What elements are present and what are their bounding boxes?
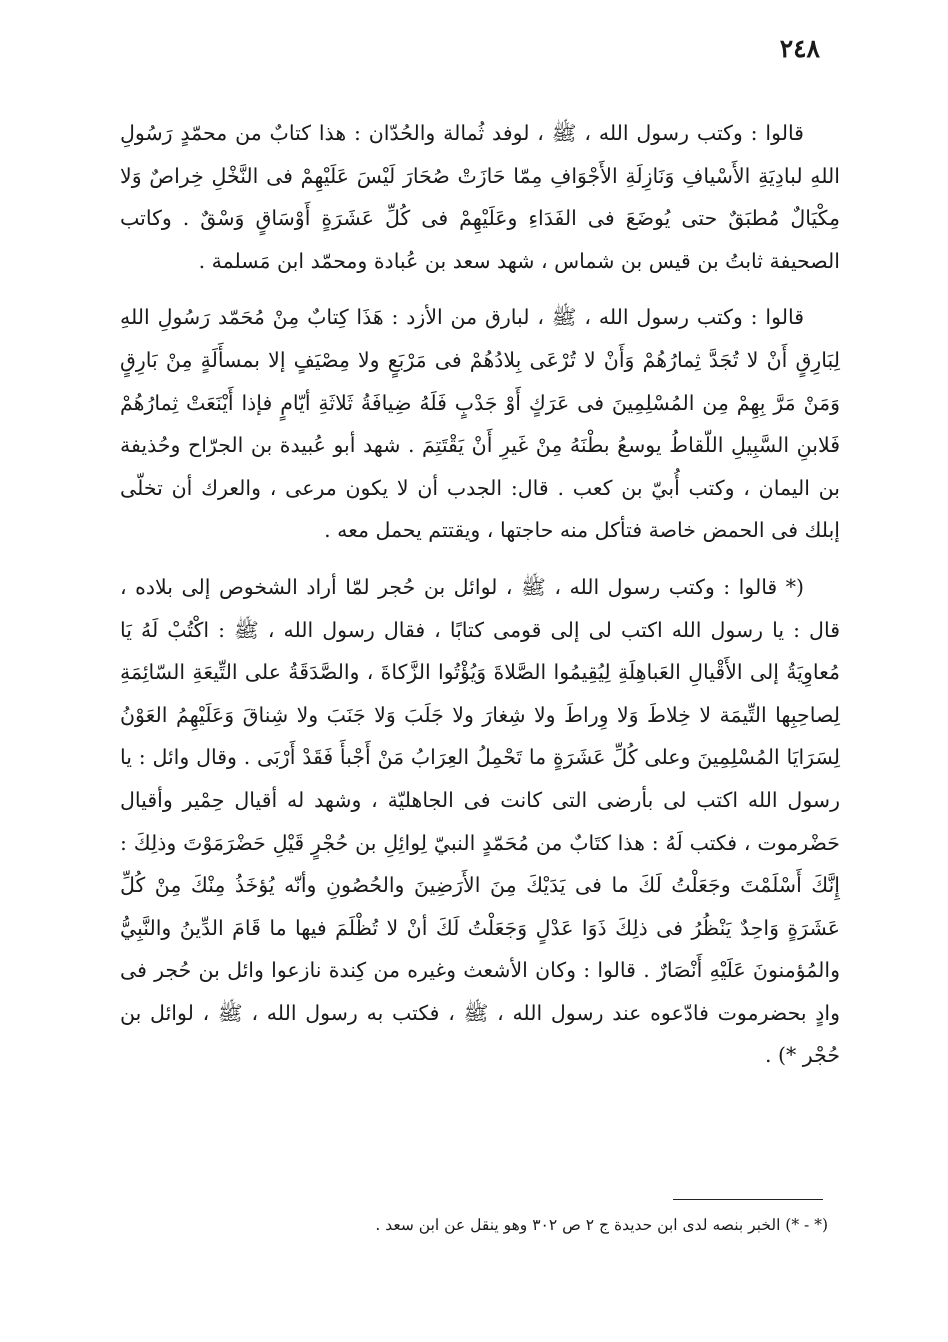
footnote-divider bbox=[673, 1199, 823, 1200]
page-number: ٢٤٨ bbox=[779, 34, 820, 63]
main-text bbox=[120, 112, 840, 1077]
paragraph-1: قالوا : وكتب رسول الله ، ﷺ ، لوفد ثُمالة والحُدّان : هذا كتابٌ من محمّدٍ رَسُولِ اللهِ لبادِيَةِ الأَسْيافِ وَنَازِلَةِ الأَجْوَافِ مِمّا حَازَتْ صُحَارَ لَيْسَ عَلَيْهِمْ فى النَّخْلِ خِراصٌ وَلا مِكْيَالٌ مُطبَقٌ حتى يُوضَعَ فى الفَدَاءِ وعَلَيْهِمْ فى كُلِّ عَشَرَةٍ أَوْسَاقٍ وَسْقٌ . وكاتب الصحيفة ثابتُ بن قيس بن شماس ، شهد سعد بن عُبادة ومحمّد ابن مَسلمة . bbox=[120, 121, 840, 273]
paragraph-2: قالوا : وكتب رسول الله ، ﷺ ، لبارق من الأزد : هَذَا كِتابٌ مِنْ مُحَمّد رَسُولِ اللهِ لِبَارِقٍ أَنْ لا تُجَدَّ ثِمارُهُمْ وَأَنْ لا تُرْعَى بِلادُهُمْ فى مَرْبَعٍ ولا مِصْيَفٍ إلا بمسأَلَةٍ مِنْ بَارِقٍ وَمَنْ مَرَّ بِهِمْ مِن المُسْلِمِينَ فى عَرَكٍ أَوْ جَدْبٍ فَلَهُ ضِيافَةُ ثَلاثَةِ أيّامٍ فإذا أَيْنَعَتْ ثِمارُهُمْ فَلابنِ السَّبِيلِ اللّقاطُ يوسعُ بطْنَهُ مِنْ غَيرِ أَنْ يَقْتَتِمَ . شهد أبو عُبيدة بن الجرّاح وحُذيفة بن اليمان ، وكتب أُبيّ بن كعب . قال: الجدب أن لا يكون مرعى ، والعرك أن تخلّى إبلك فى الحمض خاصة فتأكل منه حاجتها ، ويقتتم يحمل معه . bbox=[120, 305, 840, 543]
paragraph-3: (* قالوا : وكتب رسول الله ، ﷺ ، لوائل بن حُجر لمّا أراد الشخوص إلى بلاده ، قال : يا رسول الله اكتب لى إلى قومى كتابًا ، فقال رسول الله ، ﷺ : اكْتُبْ لَهُ يَا مُعاوِيَةُ إلى الأَقْيالِ العَباهِلَةِ لِيُقِيمُوا الصَّلاةَ وَيُؤْتُوا الزَّكاةَ ، والصَّدَقَةُ على التِّيعَةِ السّائِمَةِ لِصاحِبِها التِّيمَة لا خِلاطَ وَلا وِراطَ ولا شِغارَ ولا جَلَبَ وَلا جَنَبَ ولا شِناقَ وَعَلَيْهِمُ العَوْنُ لِسَرَايَا المُسْلِمِينَ وعلى كُلِّ عَشَرَةٍ ما تَحْمِلُ العِرَابُ مَنْ أَجْبأَ فَقَدْ أَرْبَى . وقال وائل : يا رسول الله اكتب لى بأرضى التى كانت فى الجاهليّة ، وشهد له أقيال حِمْير وأقيال حَضْرموت ، فكتب لَهُ : هذا كتَابٌ من مُحَمّدٍ النبيّ لِوائِلِ بن حُجْرٍ قَيْلِ حَضْرَمَوْتَ وذلِكَ : إِنَّكَ أَسْلَمْتَ وجَعَلْتُ لَكَ ما فى يَدَيْكَ مِنَ الأَرَضِينَ والحُصُونِ وأنّه يُؤخَذُ مِنْكَ مِنْ كُلِّ عَشَرَةٍ وَاحِدٌ يَنْظُرُ فى ذلِكَ ذَوَا عَدْلٍ وَجَعَلْتُ لَكَ أنْ لا تُظْلَمَ فيها ما قَامَ الدِّينُ والنَّبِيُّ والمُؤمنونَ عَلَيْهِ أَنْصَارٌ . قالوا : وكان الأشعث وغيره من كِندة نازعوا وائل بن حُجر فى وادٍ بحضرموت فادّعوه عند رسول الله ، ﷺ ، فكتب به رسول الله ، ﷺ ، لوائل بن حُجْر *) . bbox=[120, 574, 840, 1068]
footnote: (* - *) الخبر بنصه لدى ابن حديدة ج ٢ ص ٣٠٢ وهو ينقل عن ابن سعد . bbox=[375, 1216, 828, 1234]
